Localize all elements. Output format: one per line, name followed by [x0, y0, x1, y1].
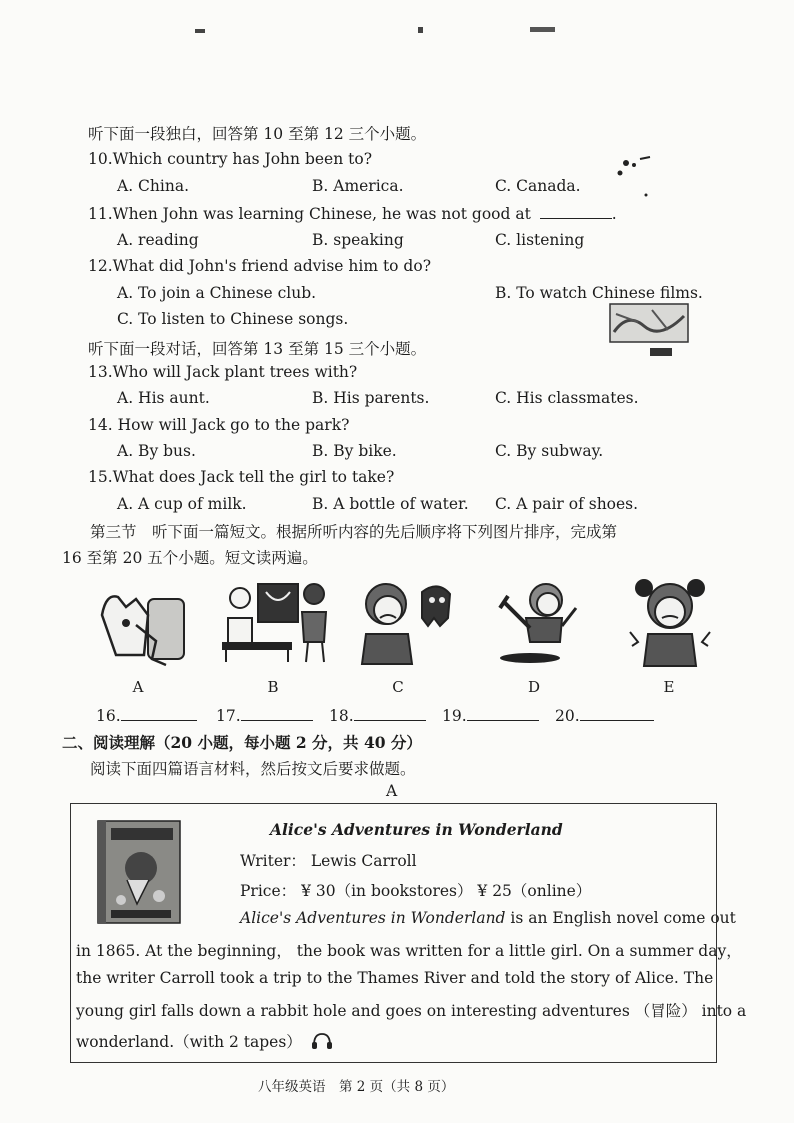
question-10: 10.Which country has John been to? [88, 150, 373, 168]
answer-19-blank[interactable] [467, 706, 539, 721]
question-12: 12.What did John's friend advise him to do? [88, 257, 431, 275]
book-cover-image [97, 820, 181, 924]
stamp-image [608, 302, 690, 362]
scan-artifacts [0, 22, 794, 36]
q11-option-a[interactable]: A. reading [117, 231, 199, 249]
q13-option-a[interactable]: A. His aunt. [117, 389, 210, 407]
q10-option-a[interactable]: A. China. [117, 177, 189, 195]
q11-option-b[interactable]: B. speaking [312, 231, 404, 249]
instruction-13-15: 听下面一段对话，回答第 13 至第 15 三个小题。 [88, 340, 427, 358]
question-14: 14. How will Jack go to the park? [88, 416, 350, 434]
answer-18-blank[interactable] [354, 706, 426, 721]
book-writer: Writer： Lewis Carroll [240, 852, 417, 870]
passage-line-5-text: wonderland.（with 2 tapes） [76, 1033, 302, 1051]
page-footer: 八年级英语 第 2 页（共 8 页） [258, 1079, 455, 1095]
reading-instruction: 阅读下面四篇语言材料，然后按文后要求做题。 [90, 760, 416, 778]
q11-answer-blank[interactable] [540, 204, 612, 219]
q11-option-c[interactable]: C. listening [495, 231, 585, 249]
q13-option-b[interactable]: B. His parents. [312, 389, 430, 407]
picture-label-c: C [392, 678, 404, 696]
picture-label-a: A [132, 678, 144, 696]
book-title: Alice's Adventures in Wonderland [270, 820, 563, 839]
q14-option-a[interactable]: A. By bus. [117, 442, 196, 460]
picture-b-doctor-xray [222, 578, 334, 664]
answer-19 [442, 706, 539, 725]
answer-20-number: 20. [555, 707, 580, 725]
picture-label-e: E [663, 678, 675, 696]
instruction-10-12: 听下面一段独白，回答第 10 至第 12 三个小题。 [88, 125, 427, 143]
answer-18-number: 18. [329, 707, 354, 725]
ink-blot-mark [612, 155, 657, 200]
book-price: Price： ¥ 30（in bookstores） ¥ 25（online） [240, 882, 592, 900]
answer-16-number: 16. [96, 707, 121, 725]
question-11-text: 11.When John was learning Chinese, he was not good at [88, 205, 531, 223]
part3-instruction-line1: 第三节 听下面一篇短文。根据所听内容的先后顺序将下列图片排序，完成第 [90, 523, 618, 541]
answer-19-number: 19. [442, 707, 467, 725]
passage-line-4: young girl falls down a rabbit hole and goes on interesting adventures （冒险） into a [76, 1002, 747, 1020]
passage-line-1-rest: is an English novel come out [505, 909, 736, 927]
passage-label-a: A [386, 782, 398, 800]
answer-20 [555, 706, 654, 725]
answer-16 [96, 706, 197, 725]
q12-option-b[interactable]: B. To watch Chinese films. [495, 284, 703, 302]
q13-option-c[interactable]: C. His classmates. [495, 389, 639, 407]
passage-line-5 [76, 1030, 333, 1054]
question-15: 15.What does Jack tell the girl to take? [88, 468, 395, 486]
answer-18 [329, 706, 426, 725]
q10-option-b[interactable]: B. America. [312, 177, 404, 195]
picture-label-b: B [267, 678, 279, 696]
question-11-end: . [611, 205, 617, 223]
question-11 [88, 204, 617, 223]
q10-option-c[interactable]: C. Canada. [495, 177, 581, 195]
q14-option-c[interactable]: C. By subway. [495, 442, 604, 460]
headphones-icon [311, 1032, 333, 1054]
picture-a-hands-medicine [96, 585, 192, 671]
q14-option-b[interactable]: B. By bike. [312, 442, 397, 460]
q12-option-c[interactable]: C. To listen to Chinese songs. [117, 310, 349, 328]
passage-line-3: the writer Carroll took a trip to the Thames River and told the story of Alice. The [76, 969, 714, 987]
picture-d-slipping-boy [490, 578, 582, 664]
part3-instruction-line2: 16 至第 20 五个小题。短文读两遍。 [62, 549, 318, 567]
passage-book-title: Alice's Adventures in Wonderland [240, 909, 506, 927]
picture-e-headache-girl [626, 572, 714, 668]
picture-label-d: D [527, 678, 541, 696]
answer-17 [216, 706, 313, 725]
passage-line-1 [240, 909, 736, 927]
question-13: 13.Who will Jack plant trees with? [88, 363, 358, 381]
picture-c-toothache [358, 578, 456, 666]
answer-17-number: 17. [216, 707, 241, 725]
q15-option-b[interactable]: B. A bottle of water. [312, 495, 469, 513]
answer-17-blank[interactable] [241, 706, 313, 721]
passage-line-2: in 1865. At the beginning， the book was written for a little girl. On a summer day， [76, 942, 742, 960]
answer-20-blank[interactable] [580, 706, 654, 721]
reading-section-heading: 二、阅读理解（20 小题，每小题 2 分，共 40 分） [62, 733, 422, 752]
answer-16-blank[interactable] [121, 706, 197, 721]
q15-option-c[interactable]: C. A pair of shoes. [495, 495, 639, 513]
q15-option-a[interactable]: A. A cup of milk. [117, 495, 247, 513]
q12-option-a[interactable]: A. To join a Chinese club. [117, 284, 317, 302]
